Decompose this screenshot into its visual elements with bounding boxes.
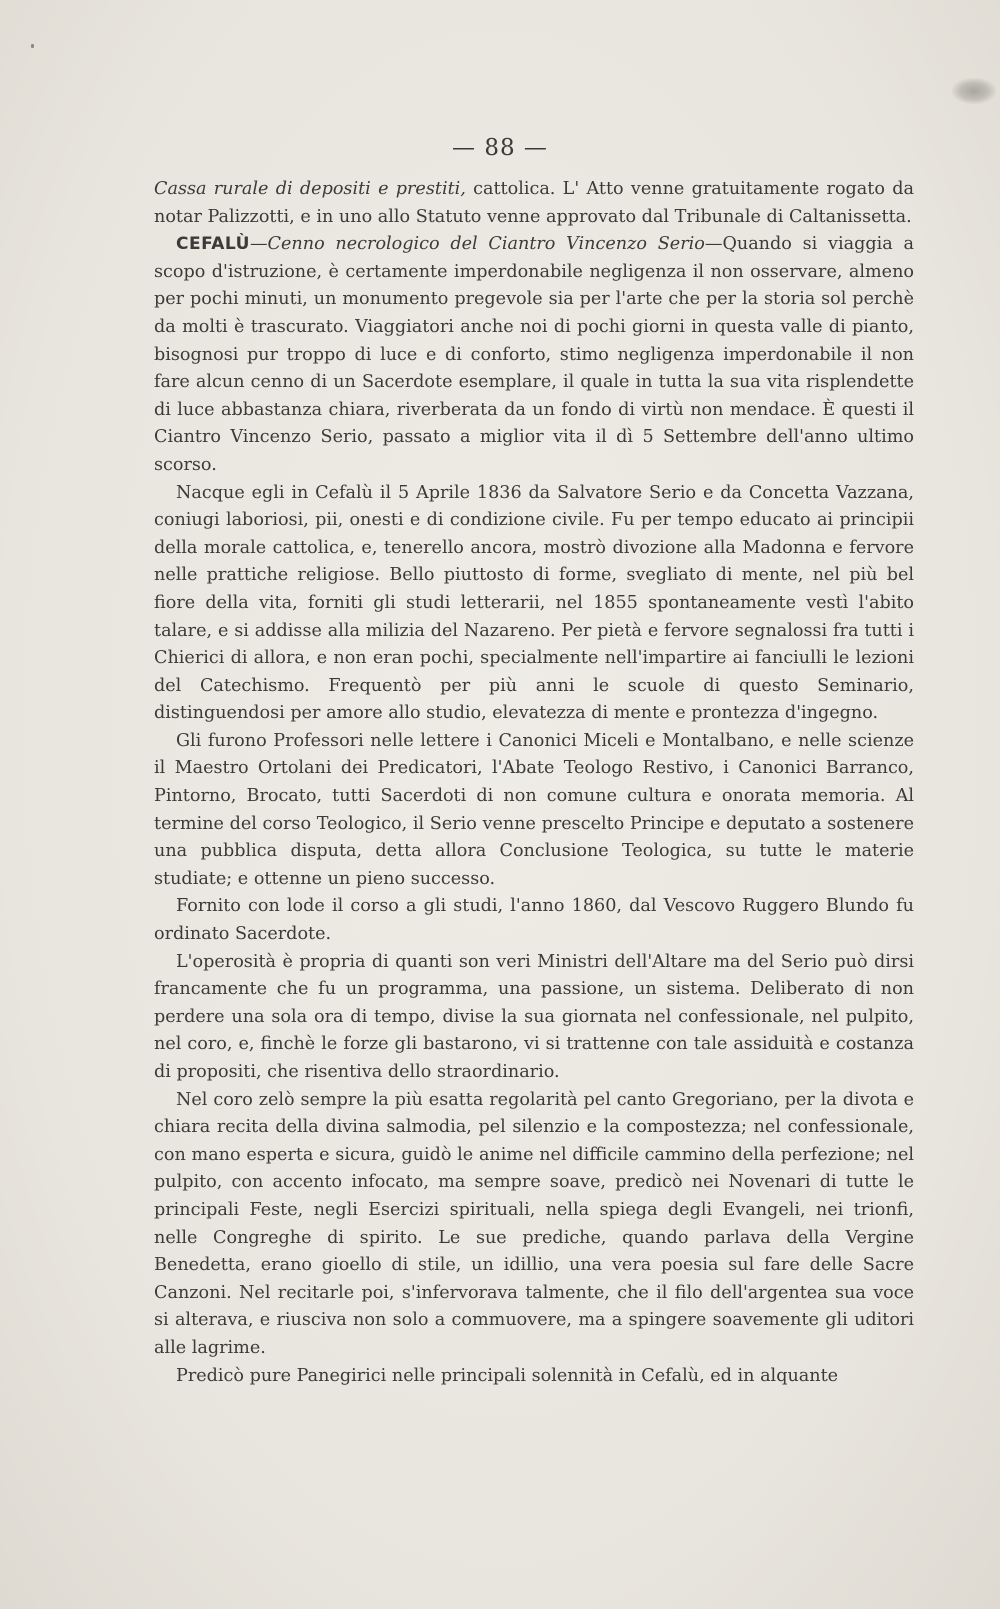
page-number: — 88 —	[452, 135, 548, 161]
body-text	[154, 176, 914, 1390]
paragraph-1	[154, 176, 914, 231]
paragraph-1-italic-lead: Cassa rurale di depositi e prestiti,	[154, 179, 466, 199]
paragraph-2-text: —Quando si viaggia a scopo d'istruzione, è certamente imperdonabile negligenza il non osservare, almeno per pochi minuti, un monumento pregevole sia per l'arte che per la storia sol perchè da molti è trascurato. Viaggiatori anche noi di pochi giorni in questa valle di pianto, bisognosi pur troppo di luce e di conforto, stimo negligenza imperdonabile il non fare alcun cenno di un Sacerdote esemplare, il quale in tutta la sua vita risplendette di luce abbastanza chiara, riverberata da un fondo di virtù non mendace. È questi il Ciantro Vincenzo Serio, passato a miglior vita il dì 5 Settembre dell'anno ultimo scorso.	[154, 234, 914, 475]
paragraph-2	[154, 231, 914, 479]
library-stamp-mark	[952, 78, 996, 104]
section-heading-place: CEFALÙ	[176, 234, 250, 255]
paragraph-1-text: cattolica. L' Atto venne gratuitamente rogato da notar Palizzotti, e in uno allo Statuto venne approvato dal Tribunale di Caltanissetta.	[154, 179, 914, 227]
paper-speck	[31, 44, 34, 48]
paragraph-8: Predicò pure Panegirici nelle principali solennità in Cefalù, ed in alquante	[176, 1365, 839, 1386]
paragraph-7: Nel coro zelò sempre la più esatta regolarità pel canto Gregoriano, per la divota e chiara recita della divina salmodia, pel silenzio e la compostezza; nel confessionale, con mano esperta e sicura, guidò le anime nel difficile cammino della perfezione; nel pulpito, con accento infocato, ma sempre soave, predicò nei Novenari di tutte le principali Feste, negli Esercizi spirituali, nella spiega degli Evangeli, nei trionfi, nelle Congreghe di spirito. Le sue prediche, quando parlava della Vergine Benedetta, erano gioello di stile, un idillio, una vera poesia sul fare delle Sacre Canzoni. Nel recitarle poi, s'infervorava talmente, che il filo dell'argentea sua voce si alterava, e riusciva non solo a commuovere, ma a spingere soavemente gli uditori alle lagrime.	[154, 1089, 914, 1358]
paragraph-3: Nacque egli in Cefalù il 5 Aprile 1836 da Salvatore Serio e da Concetta Vazzana, coniugi laboriosi, pii, onesti e di condizione civile. Fu per tempo educato ai principii della morale cattolica, e, tenerello ancora, mostrò divozione alla Madonna e fervore nelle prattiche religiose. Bello piuttosto di forme, svegliato di mente, nel più bel fiore della vita, forniti gli studi letterarii, nel 1855 spontaneamente vestì l'abito talare, e si addisse alla milizia del Nazareno. Per pietà e fervore segnalossi fra tutti i Chierici di allora, e non eran pochi, specialmente nell'impartire ai fanciulli le lezioni del Catechismo. Frequentò per più anni le scuole di questo Seminario, distinguendosi per amore allo studio, elevatezza di mente e prontezza d'ingegno.	[154, 482, 914, 724]
section-heading-title: —Cenno necrologico del Ciantro Vincenzo Serio	[249, 234, 705, 255]
paragraph-5: Fornito con lode il corso a gli studi, l'anno 1860, dal Vescovo Ruggero Blundo fu ordinato Sacerdote.	[154, 896, 914, 945]
paragraph-6: L'operosità è propria di quanti son veri Ministri dell'Altare ma del Serio può dirsi francamente che fu un programma, una passione, un sistema. Deliberato di non perdere una sola ora di tempo, divise la sua giornata nel confessionale, nel pulpito, nel coro, e, finchè le forze gli bastarono, vi si trattenne con tale assiduità e costanza di propositi, che risentiva dello straordinario.	[154, 951, 914, 1082]
paragraph-4: Gli furono Professori nelle lettere i Canonici Miceli e Montalbano, e nelle scienze il Maestro Ortolani dei Predicatori, l'Abate Teologo Restivo, i Canonici Barranco, Pintorno, Brocato, tutti Sacerdoti di non comune cultura e onorata memoria. Al termine del corso Teologico, il Serio venne prescelto Principe e deputato a sostenere una pubblica disputa, detta allora Conclusione Teologica, su tutte le materie studiate; e ottenne un pieno successo.	[154, 730, 914, 889]
